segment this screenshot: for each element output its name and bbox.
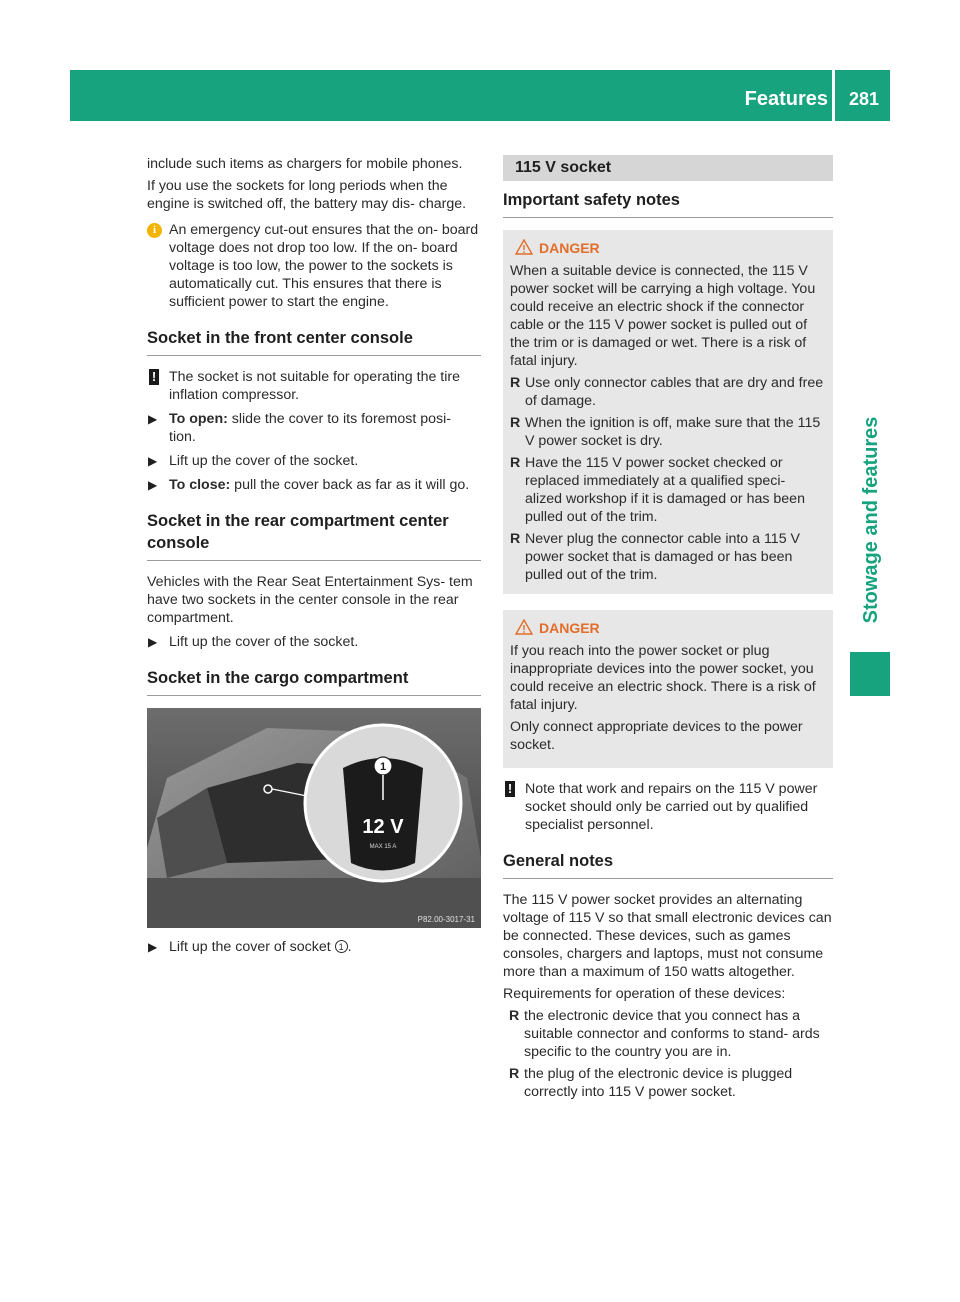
front-console-heading: Socket in the front center console: [147, 327, 481, 356]
step-arrow-icon: ▶: [148, 412, 158, 426]
step-arrow-icon: ▶: [148, 478, 158, 492]
step-open: [147, 410, 481, 446]
rear-console-heading: Socket in the rear compartment center console: [147, 510, 481, 561]
bullet-text: the plug of the electronic device is plugged correctly into 115 V power socket.: [524, 1066, 793, 1100]
bullet-text: Have the 115 V power socket checked or replaced immediately at a qualified speci- alized workshop if it is damaged or has been pulled out of the trim.: [525, 455, 805, 525]
danger-box-2: [503, 610, 833, 768]
step-lift: [147, 452, 481, 470]
socket-max-label: MAX 15 A: [369, 844, 397, 850]
front-note-text: The socket is not suitable for operating the tire inflation compressor.: [169, 369, 461, 403]
step-arrow-icon: ▶: [148, 454, 158, 468]
warning-exclamation-icon: !: [149, 369, 159, 385]
general-paragraph-1: The 115 V power socket provides an alternating voltage of 115 V so that small electronic devices can be connected. These devices, such as games consoles, chargers and laptops, must not consume more than a maximum of 150 watts altogether.: [503, 892, 832, 980]
left-column: [147, 155, 481, 956]
warning-triangle-icon: [515, 239, 533, 255]
side-tab-text: Stowage and features: [860, 416, 882, 624]
step-rear-text: Lift up the cover of the socket.: [169, 634, 359, 650]
danger-box-1: [503, 230, 833, 594]
step-cargo-text: Lift up the cover of socket: [169, 939, 335, 955]
bullet-text: the electronic device that you connect has a suitable connector and conforms to stand- ards specific to the country you are in.: [524, 1008, 820, 1060]
general-paragraph-2: Requirements for operation of these devices:: [503, 986, 786, 1002]
danger1-bullet: R When the ignition is off, make sure that the 115 V power socket is dry.: [510, 415, 821, 449]
step-arrow-icon: ▶: [148, 635, 158, 649]
danger-label: DANGER: [539, 240, 600, 256]
danger1-bullet: R Use only connector cables that are dry and free of damage.: [510, 375, 824, 409]
intro-paragraph-1: include such items as chargers for mobile phones.: [147, 156, 463, 172]
danger-header: [510, 238, 825, 258]
danger2-paragraph-2: Only connect appropriate devices to the power socket.: [510, 719, 803, 753]
chapter-title: Features: [744, 88, 828, 110]
safety-heading: Important safety notes: [503, 189, 833, 218]
right-column: [503, 155, 833, 1101]
step-arrow-icon: ▶: [148, 940, 158, 954]
danger-label: DANGER: [539, 620, 600, 636]
step-close: [147, 476, 481, 494]
callout-number: 1: [379, 761, 387, 773]
side-tab-marker: [850, 652, 890, 696]
info-note: [147, 221, 481, 311]
rear-console-paragraph: Vehicles with the Rear Seat Entertainment Sys- tem have two sockets in the center console in the rear compartment.: [147, 574, 473, 626]
danger1-bullet: R Never plug the connector cable into a 115 V power socket that is damaged or has been pulled out of the trim.: [510, 531, 800, 583]
step-close-text: pull the cover back as far as it will go.: [230, 477, 470, 493]
general-bullet: R the electronic device that you connect has a suitable connector and conforms to stand- ards specific to the country you are in.: [509, 1008, 820, 1060]
side-tab-label: [856, 400, 886, 640]
step-rear-lift: [147, 633, 481, 651]
step-close-label: To close:: [169, 477, 231, 493]
bullet-text: Use only connector cables that are dry and free of damage.: [525, 375, 824, 409]
step-open-label: To open:: [169, 411, 228, 427]
step-cargo: [147, 938, 481, 956]
step-lift-text: Lift up the cover of the socket.: [169, 453, 359, 469]
callout-ref: 1: [335, 940, 348, 953]
photo-reference-code: P82.00-3017-31: [417, 915, 475, 924]
warning-triangle-icon: [515, 619, 533, 635]
cargo-photo-illustration: [147, 708, 481, 928]
info-text: An emergency cut-out ensures that the on- board voltage does not drop too low. If the on- board voltage is too low, the power to the sockets is automatically cut. This ensures that there is sufficient power to start the engine.: [169, 222, 479, 310]
intro-paragraph-2: If you use the sockets for long periods when the engine is switched off, the battery may dis- charge.: [147, 178, 467, 212]
step-cargo-end: .: [347, 939, 352, 955]
header-divider: [832, 70, 835, 121]
danger1-paragraph: When a suitable device is connected, the 115 V power socket will be carrying a high voltage. You could receive an electric shock if the connector cable or the 115 V power socket is pulled out of the trim or is damaged or wet. There is a risk of fatal injury.: [510, 263, 816, 369]
repair-note-text: Note that work and repairs on the 115 V power socket should only be carried out by qualified specialist personnel.: [525, 781, 818, 833]
step-open-text: slide the cover to its foremost posi- tion.: [169, 411, 451, 445]
bullet-text: Never plug the connector cable into a 115 V power socket that is damaged or has been pulled out of the trim.: [525, 531, 800, 583]
cargo-socket-photo: [147, 708, 481, 928]
page-number: 281: [848, 89, 880, 109]
info-icon: i: [147, 223, 162, 238]
socket-voltage-label: 12 V: [362, 816, 404, 838]
warning-exclamation-icon: !: [505, 781, 515, 797]
danger1-bullet: R Have the 115 V power socket checked or replaced immediately at a qualified speci- alized workshop if it is damaged or has been pulled out of the trim.: [510, 455, 805, 525]
danger-header: [510, 618, 825, 638]
bullet-text: When the ignition is off, make sure that the 115 V power socket is dry.: [525, 415, 821, 449]
general-bullet: R the plug of the electronic device is plugged correctly into 115 V power socket.: [509, 1066, 793, 1100]
front-console-note: [147, 368, 481, 404]
section-title-bar: 115 V socket: [503, 155, 833, 181]
cargo-heading: Socket in the cargo compartment: [147, 667, 481, 696]
danger2-paragraph-1: If you reach into the power socket or plug inappropriate devices into the power socket, you could receive an electric shock. There is a risk of fatal injury.: [510, 643, 816, 713]
general-notes-heading: General notes: [503, 850, 833, 879]
repair-note: [503, 780, 833, 834]
